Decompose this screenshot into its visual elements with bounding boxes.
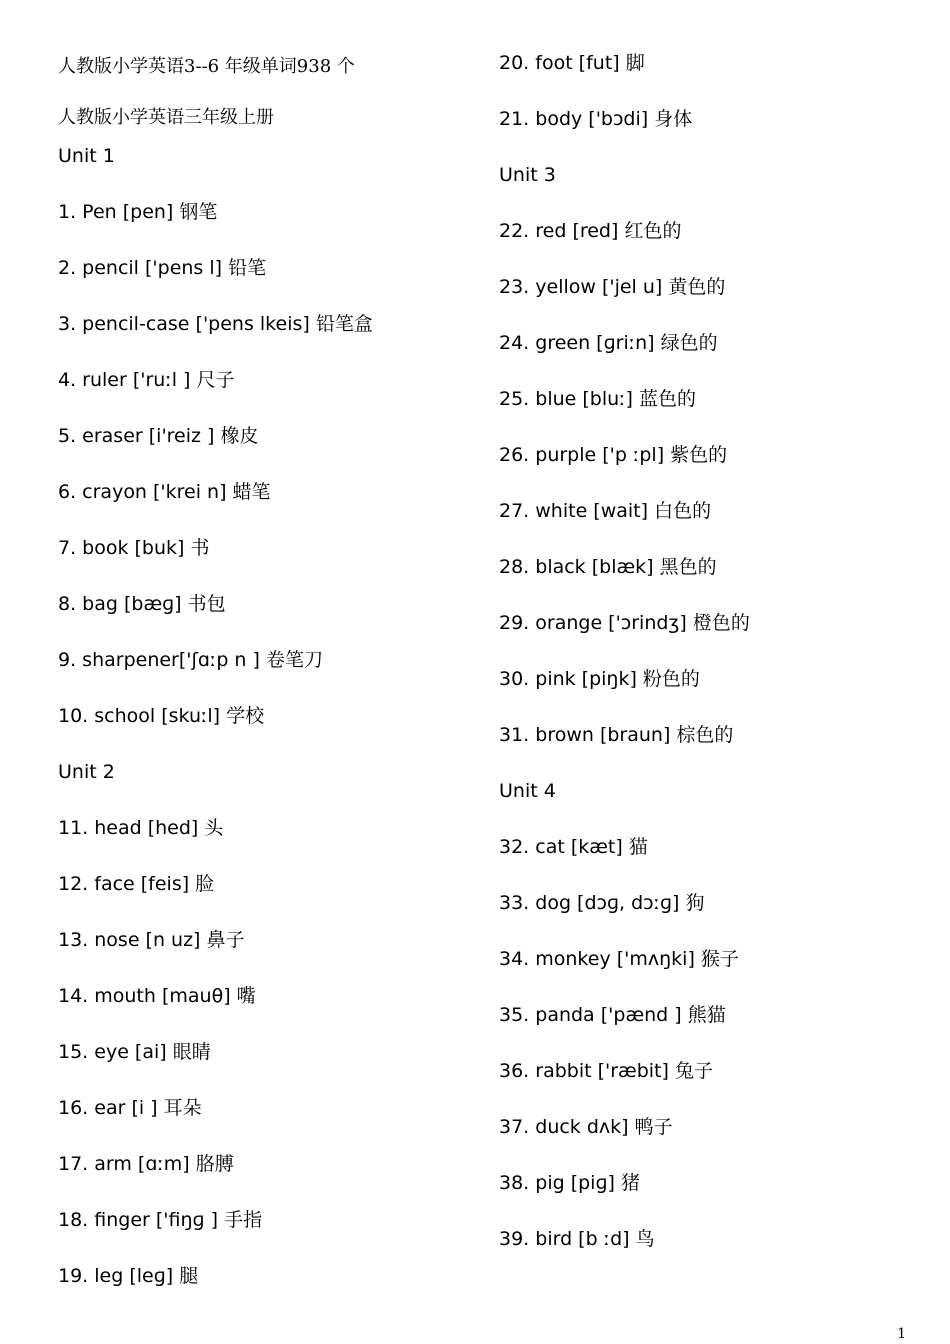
- vocab-item: 22. red [red] 红色的: [499, 220, 682, 242]
- vocab-item: 32. cat [kæt] 猫: [499, 836, 648, 858]
- vocab-item: 36. rabbit ['ræbit] 兔子: [499, 1060, 713, 1082]
- vocab-item: 25. blue [bluː] 蓝色的: [499, 388, 697, 410]
- vocab-item: 6. crayon ['krei n] 蜡笔: [58, 481, 271, 503]
- vocab-item: 1. Pen [pen] 钢笔: [58, 201, 218, 223]
- vocab-item: 27. white [wait] 白色的: [499, 500, 712, 522]
- vocab-item: 12. face [feis] 脸: [58, 873, 215, 895]
- vocab-item: 37. duck dʌk] 鸭子: [499, 1116, 673, 1138]
- vocab-item: 9. sharpener['ʃɑːp n ] 卷笔刀: [58, 649, 323, 671]
- vocab-item: 10. school [skuːl] 学校: [58, 705, 265, 727]
- unit-heading: Unit 2: [58, 761, 115, 783]
- vocab-item: 11. head [hed] 头: [58, 817, 224, 839]
- page-number: 1: [897, 1326, 906, 1342]
- vocab-item: 26. purple ['p ːpl] 紫色的: [499, 444, 728, 466]
- unit-heading: Unit 1: [58, 145, 115, 167]
- vocab-item: 34. monkey ['mʌŋki] 猴子: [499, 948, 739, 970]
- vocab-item: 18. finger ['fiŋɡ ] 手指: [58, 1209, 263, 1231]
- vocab-item: 21. body ['bɔdi] 身体: [499, 108, 693, 130]
- document-subtitle: 人教版小学英语三年级上册: [58, 107, 274, 128]
- vocab-item: 15. eye [ai] 眼睛: [58, 1041, 211, 1063]
- vocab-item: 33. dog [dɔɡ, dɔːɡ] 狗: [499, 892, 705, 914]
- unit-heading: Unit 4: [499, 780, 556, 802]
- vocab-item: 39. bird [b ːd] 鸟: [499, 1228, 655, 1250]
- vocab-item: 3. pencil-case ['pens lkeis] 铅笔盒: [58, 313, 373, 335]
- vocab-item: 17. arm [ɑːm] 胳膊: [58, 1153, 234, 1175]
- vocab-item: 24. green [ɡriːn] 绿色的: [499, 332, 718, 354]
- vocab-item: 14. mouth [mauθ] 嘴: [58, 985, 256, 1007]
- vocab-item: 35. panda ['pænd ] 熊猫: [499, 1004, 726, 1026]
- vocab-item: 20. foot [fut] 脚: [499, 52, 645, 74]
- vocab-item: 7. book [buk] 书: [58, 537, 210, 559]
- vocab-item: 29. orange ['ɔrindʒ] 橙色的: [499, 612, 750, 634]
- vocab-item: 19. leg [leɡ] 腿: [58, 1265, 199, 1287]
- vocab-item: 30. pink [piŋk] 粉色的: [499, 668, 700, 690]
- vocab-item: 13. nose [n uz] 鼻子: [58, 929, 245, 951]
- unit-heading: Unit 3: [499, 164, 556, 186]
- vocab-item: 4. ruler ['ruːl ] 尺子: [58, 369, 235, 391]
- vocab-item: 8. bag [bæɡ] 书包: [58, 593, 226, 615]
- vocab-item: 23. yellow ['jel u] 黄色的: [499, 276, 726, 298]
- document-title: 人教版小学英语3--6 年级单词938 个: [58, 56, 355, 77]
- vocab-item: 28. black [blæk] 黑色的: [499, 556, 717, 578]
- vocab-item: 2. pencil ['pens l] 铅笔: [58, 257, 267, 279]
- vocab-item: 31. brown [braun] 棕色的: [499, 724, 734, 746]
- vocab-item: 5. eraser [i'reiz ] 橡皮: [58, 425, 259, 447]
- vocab-item: 38. pig [piɡ] 猪: [499, 1172, 640, 1194]
- vocab-item: 16. ear [i ] 耳朵: [58, 1097, 202, 1119]
